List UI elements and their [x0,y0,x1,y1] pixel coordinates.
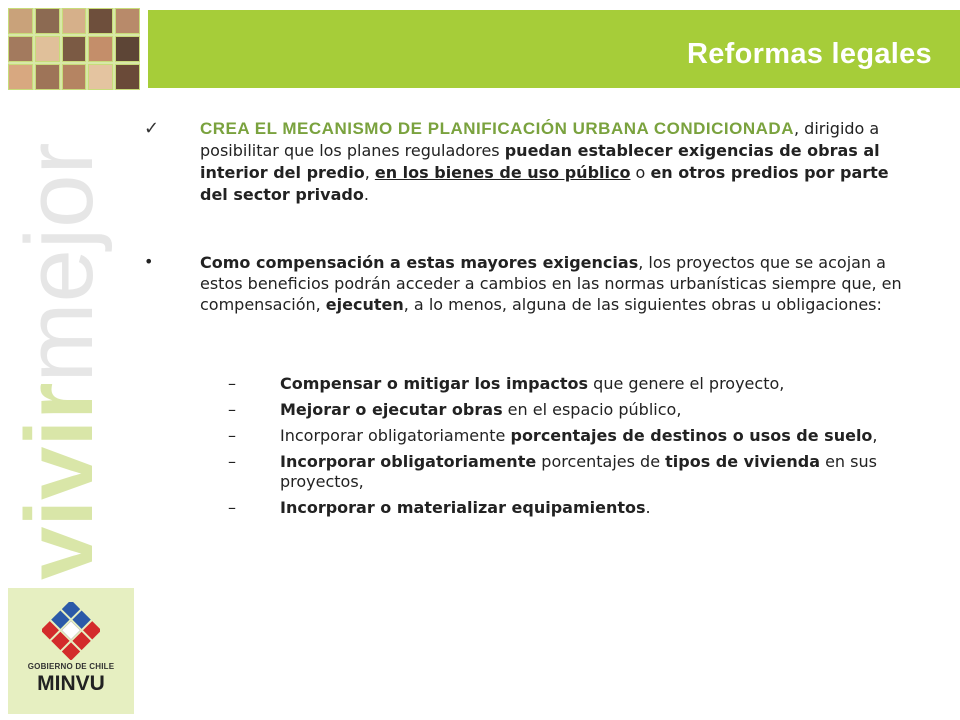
bold-run: ejecuten [325,295,404,314]
text-run: . [645,498,651,517]
dash-icon: – [228,498,236,517]
bullet-icon: • [144,252,154,271]
minvu-logo [8,588,134,714]
header-band [148,10,960,88]
checkmark-icon: ✓ [144,118,160,139]
chile-government-emblem-icon [42,602,100,660]
list-item [228,452,928,492]
text-run: . [363,185,369,204]
dash-icon: – [228,452,236,471]
logo-minvu-text: MINVU [37,672,105,695]
paragraph-text [200,252,916,315]
list-item [228,426,928,446]
dash-icon: – [228,400,236,419]
paragraph-heading: CREA EL MECANISMO DE PLANIFICACIÓN URBANA CONDICIONADA [200,119,794,138]
photo-tile [88,8,113,34]
bold-run: Incorporar obligatoriamente [280,452,537,471]
bold-run: en otros predios por parte del sector privado [200,163,889,204]
vivir-mejor-watermark [0,140,120,580]
text-run: , dirigido a posibilitar que los planes reguladores [200,119,880,160]
bold-run: porcentajes de destinos o usos de suelo [510,426,873,445]
list-item [228,498,928,518]
photo-tile [115,8,140,34]
text-run: en sus proyectos, [280,452,877,491]
bold-run: Compensar o mitigar los impactos [280,374,589,393]
photo-tile [62,36,87,62]
bold-run: Como compensación a estas mayores exigencias [200,253,639,272]
header-photo-collage [8,8,140,90]
bold-run: puedan establecer exigencias de obras al interior del predio [200,141,880,182]
text-run: , [364,163,375,182]
text-run: , a lo menos, alguna de las siguientes obras u obligaciones: [403,295,882,314]
bold-run: Mejorar o ejecutar obras [280,400,503,419]
paragraph-text [200,118,916,206]
bold-run: Incorporar o materializar equipamientos [280,498,646,517]
text-run: en el espacio público, [502,400,682,419]
photo-tile [115,64,140,90]
watermark-part1: vivir [6,382,113,580]
photo-tile [115,36,140,62]
bullet-paragraph [140,252,920,315]
text-run: Incorporar obligatoriamente [280,426,511,445]
text-run: , los proyectos que se acojan a estos beneficios podrán acceder a cambios en las normas urbanísticas siempre que, en compensación, [200,253,902,314]
photo-tile [62,8,87,34]
watermark-part2: mejor [6,142,113,383]
photo-tile [88,36,113,62]
underlined-run: en los bienes de uso público [374,163,631,182]
sub-list [228,374,928,524]
photo-tile [88,64,113,90]
photo-tile [8,8,33,34]
dash-icon: – [228,426,236,445]
list-item [228,374,928,394]
text-run: que genere el proyecto, [588,374,785,393]
photo-tile [62,64,87,90]
photo-tile [35,8,60,34]
text-run: o [630,163,651,182]
photo-tile [8,64,33,90]
bold-run: tipos de vivienda [665,452,820,471]
dash-icon: – [228,374,236,393]
list-item [228,400,928,420]
photo-tile [8,36,33,62]
checked-paragraph [140,118,920,206]
logo-government-text: GOBIERNO DE CHILE [27,662,115,671]
photo-tile [35,36,60,62]
text-run: , [872,426,878,445]
page-title: Reformas legales [687,38,932,70]
photo-tile [35,64,60,90]
text-run: porcentajes de [536,452,666,471]
